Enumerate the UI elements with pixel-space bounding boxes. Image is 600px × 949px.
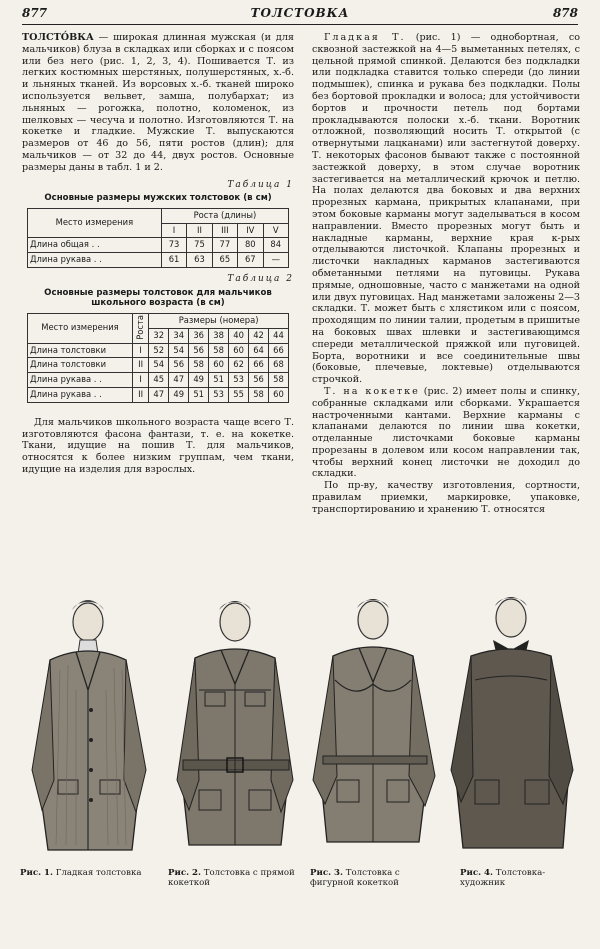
table1 bbox=[27, 208, 289, 268]
table2 bbox=[27, 313, 289, 403]
table1-height: IV bbox=[238, 223, 263, 238]
figure1-text: Гладкая толстовка bbox=[55, 868, 142, 878]
table-cell: I bbox=[133, 343, 149, 358]
table-row bbox=[28, 388, 289, 403]
table-cell: 61 bbox=[161, 253, 186, 268]
man-plain-jacket-illustration bbox=[20, 580, 160, 865]
intro-paragraph bbox=[22, 32, 294, 174]
table-row bbox=[28, 343, 289, 358]
table2-size: 34 bbox=[169, 328, 189, 343]
table-cell: 60 bbox=[269, 388, 289, 403]
table1-title: Основные размеры мужских толстовок (в см) bbox=[44, 193, 272, 204]
figures-strip bbox=[20, 580, 580, 865]
figure1-caption bbox=[20, 868, 155, 878]
table-row bbox=[28, 358, 289, 373]
table-row bbox=[28, 253, 289, 268]
man-belted-jacket-illustration bbox=[165, 580, 305, 865]
table-cell: 67 bbox=[238, 253, 263, 268]
table-row bbox=[28, 373, 289, 388]
page-header bbox=[22, 6, 578, 24]
table-cell: 56 bbox=[249, 373, 269, 388]
entry-term: ТОЛСТО́ВКА bbox=[22, 32, 94, 43]
table-cell: 75 bbox=[187, 238, 212, 253]
table-cell: 51 bbox=[189, 388, 209, 403]
table-cell: Длина толстовки bbox=[28, 343, 133, 358]
running-title: ТОЛСТОВКА bbox=[250, 6, 350, 20]
table2-header-height: Роста bbox=[133, 313, 149, 343]
table2-size: 44 bbox=[269, 328, 289, 343]
figure3-label: Рис. 3. bbox=[310, 868, 344, 878]
table-cell: 54 bbox=[169, 343, 189, 358]
figure1-label: Рис. 1. bbox=[20, 868, 54, 878]
table-cell: Длина рукава . . bbox=[28, 388, 133, 403]
table-cell: 60 bbox=[209, 358, 229, 373]
table2-size: 40 bbox=[229, 328, 249, 343]
table1-height: III bbox=[212, 223, 237, 238]
yoke-type-text: (рис. 2) имеет полы и спинку, собранные складками или сборками. Украшается настроченными кантами. Верхние карманы с клапанами делаются по линии шва кокетки, отделанные листочками боковые карманы прорезаны в долевом или косом направлении так, чтобы верхний конец листочки не доходил до складки. bbox=[312, 385, 580, 480]
figure2-label: Рис. 2. bbox=[168, 868, 202, 878]
figure4-text: Толстовка-художник bbox=[460, 868, 546, 888]
left-column bbox=[22, 32, 294, 476]
table-cell: I bbox=[133, 373, 149, 388]
table1-caption: Таблица 1 bbox=[227, 179, 294, 190]
table-cell: 58 bbox=[269, 373, 289, 388]
figure4-caption bbox=[460, 868, 580, 888]
page-number-left: 877 bbox=[22, 6, 48, 20]
table-cell: 65 bbox=[212, 253, 237, 268]
table-cell: 62 bbox=[229, 358, 249, 373]
table-cell: II bbox=[133, 388, 149, 403]
table-cell: 47 bbox=[149, 388, 169, 403]
table-cell: 84 bbox=[263, 238, 289, 253]
table-cell: 77 bbox=[212, 238, 237, 253]
intro-text: — широкая длинная мужская (и для мальчиков) блуза в складках или сборках и с поясом или без него (рис. 1, 2, 3, 4). Пошивается Т. из легких костюмных шерстяных, полушерстяных, х.-б. и льняных тканей. Из ворсовых х.-б. тканей широко используется вельвет, замша, полубархат; из льняных — рогожка, полотно, коломенок, из шелковых — чесуча и полотно. Изготовляются Т. на кокетке и гладкие. Мужские Т. выпускаются размеров от 46 до 56, пяти ростов (длин); для мальчиков — от 32 до 44, двух ростов. Основные размеры даны в табл. 1 и 2. bbox=[22, 32, 294, 173]
table1-height: V bbox=[263, 223, 289, 238]
table-cell: 56 bbox=[169, 358, 189, 373]
figure2-caption bbox=[168, 868, 303, 888]
table-cell: 64 bbox=[249, 343, 269, 358]
table-cell: 47 bbox=[169, 373, 189, 388]
table-cell: 55 bbox=[229, 388, 249, 403]
yoke-type-term: Т. на кокетке bbox=[324, 385, 420, 397]
table-cell: — bbox=[263, 253, 289, 268]
figure3-caption bbox=[310, 868, 445, 888]
table2-header-group: Размеры (номера) bbox=[149, 313, 289, 328]
table-cell: 53 bbox=[229, 373, 249, 388]
table1-header-place: Место измерения bbox=[28, 208, 162, 238]
table-cell: 60 bbox=[229, 343, 249, 358]
table-cell: 66 bbox=[249, 358, 269, 373]
table-cell: 66 bbox=[269, 343, 289, 358]
table-cell: 45 bbox=[149, 373, 169, 388]
table-cell: 58 bbox=[209, 343, 229, 358]
table1-header-group: Роста (длины) bbox=[161, 208, 288, 223]
table-cell: 80 bbox=[238, 238, 263, 253]
table-cell: 52 bbox=[149, 343, 169, 358]
table-cell: 58 bbox=[249, 388, 269, 403]
table-cell: 49 bbox=[169, 388, 189, 403]
figure3-text: Толстовка с фигурной кокеткой bbox=[310, 868, 400, 888]
table-cell: 63 bbox=[187, 253, 212, 268]
boys-paragraph: Для мальчиков школьного возраста чаще всего Т. изготовляются фасона фантази, т. е. на кокетке. Ткани, идущие на пошив Т. для мальчиков, относятся к более низким группам, чем ткани, идущие на изделия для взрослых. bbox=[22, 416, 294, 476]
table-cell: II bbox=[133, 358, 149, 373]
table-cell: 56 bbox=[189, 343, 209, 358]
right-column bbox=[312, 32, 580, 516]
plain-type-text: (рис. 1) — однобортная, со сквозной застежкой на 4—5 выметанных петелях, с цельной прямой спинкой. Делаются без подкладки или подкладка ставится только спереди (до линии подмышек), спинка и рукава без подкладки. Полы без бортовой прокладки и волоса; для устойчивости бортов и прочности петель под бортами прокладываются полоски х.-б. ткани. Воротник отложной, позволяющий носить Т. открытой (с отвернутыми лацканами) или застегнутой доверху. Т. некоторых фасонов бывают также с постоянной застежкой доверху, в этом случае воротник застегивается на металлический крючок и петлю. На полах делаются два боковых и два верхних прорезных кармана, прикрытых клапанами, при этом боковые карманы могут заделываться в косом направлении. Вместо прорезных могут быть и накладные карманы, верхние края к-рых отделываются листочкой. Клапаны прорезных и листочки накладных карманов застегиваются обметанными петлями на пуговицы. Рукава прямые, одношовные, часто с манжетами на одной или двух пуговицах. Над манжетами заложены 2—3 складки. Т. может быть с хлястиком или с поясом, проходящим по линии талии, продетым в пришитые на боковых швах шлевки и застегивающимся спереди металлической пряжкой или пуговицей. Борта, воротники и все соединительные швы (боковые, плечевые, локтевые) отделываются строчкой. bbox=[312, 32, 580, 386]
header-rule bbox=[22, 24, 578, 25]
table2-size: 32 bbox=[149, 328, 169, 343]
table-cell: Длина рукава . . bbox=[28, 253, 162, 268]
figure2-text: Толстовка с прямой кокеткой bbox=[168, 868, 295, 888]
table2-size: 36 bbox=[189, 328, 209, 343]
table2-title: Основные размеры толстовок для мальчиков школьного возраста (в см) bbox=[44, 287, 272, 309]
table-cell: 53 bbox=[209, 388, 229, 403]
table1-height: II bbox=[187, 223, 212, 238]
table-cell: 51 bbox=[209, 373, 229, 388]
table2-size: 42 bbox=[249, 328, 269, 343]
table-cell: Длина рукава . . bbox=[28, 373, 133, 388]
table-cell: 68 bbox=[269, 358, 289, 373]
production-paragraph: По пр-ву, качеству изготовления, сортности, правилам приемки, маркировке, упаковке, транспортированию и хранению Т. относятся bbox=[312, 480, 580, 515]
yoke-type-paragraph bbox=[312, 386, 580, 480]
figure4-label: Рис. 4. bbox=[460, 868, 494, 878]
table2-size: 38 bbox=[209, 328, 229, 343]
page-number-right: 878 bbox=[552, 6, 578, 20]
table-cell: 73 bbox=[161, 238, 186, 253]
table1-height: I bbox=[161, 223, 186, 238]
table-row bbox=[28, 238, 289, 253]
man-smock-bow-illustration bbox=[445, 580, 580, 865]
man-yoke-jacket-illustration bbox=[305, 580, 445, 865]
table-cell: 58 bbox=[189, 358, 209, 373]
plain-type-term: Гладкая Т. bbox=[324, 32, 406, 43]
table-cell: Длина толстовки bbox=[28, 358, 133, 373]
table-cell: Длина общая . . bbox=[28, 238, 162, 253]
table2-caption: Таблица 2 bbox=[227, 274, 294, 285]
plain-type-paragraph bbox=[312, 32, 580, 386]
table-cell: 54 bbox=[149, 358, 169, 373]
table-cell: 49 bbox=[189, 373, 209, 388]
table2-header-place: Место измерения bbox=[28, 313, 133, 343]
